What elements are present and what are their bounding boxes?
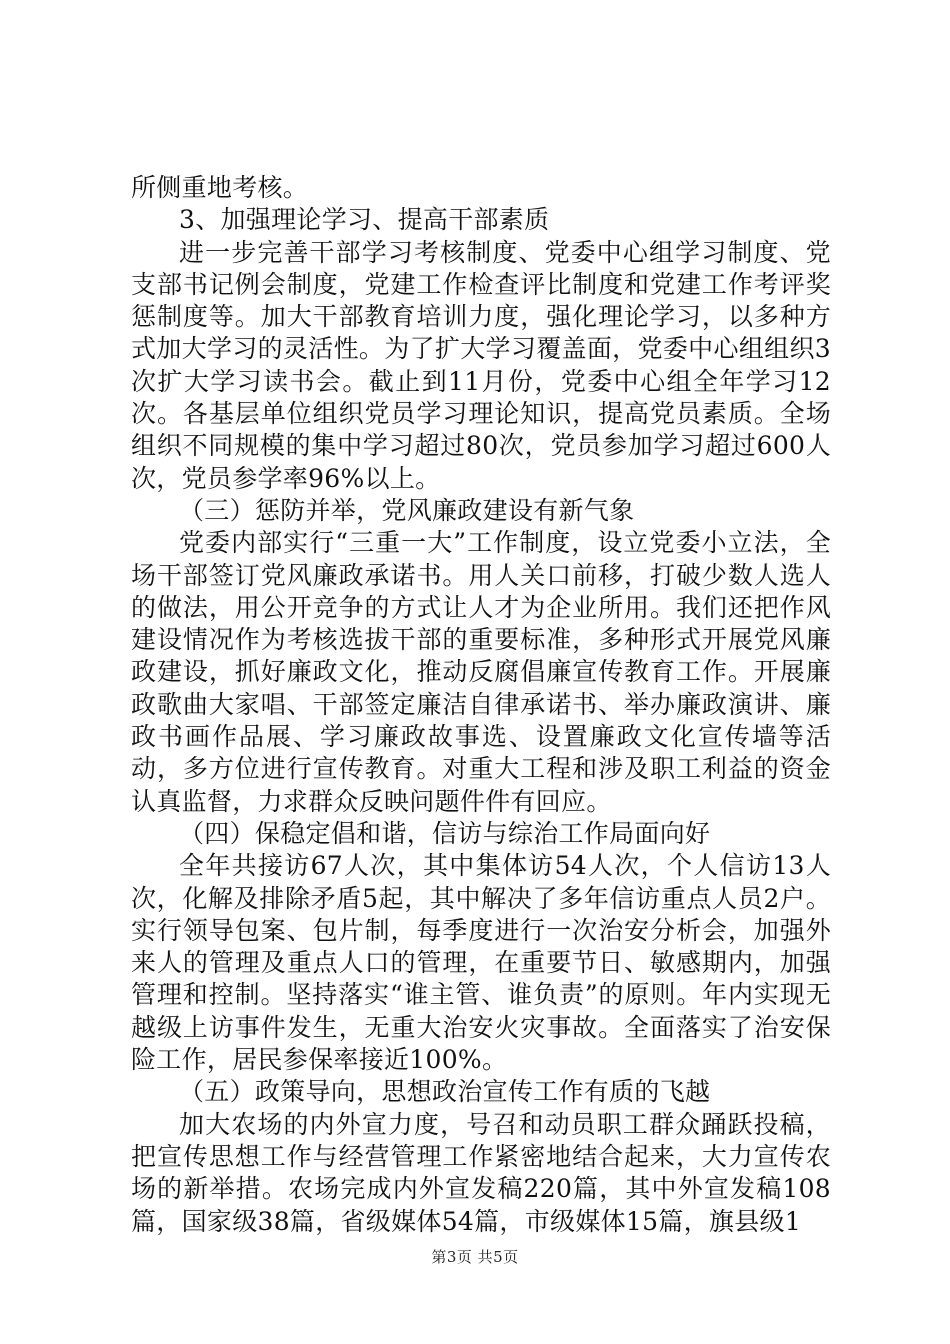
subheading-stability: （四）保稳定倡和谐，信访与综治工作局面向好: [179, 818, 711, 848]
paragraph-stability: 全年共接访67人次，其中集体访54人次，个人信访13人次，化解及排除矛盾5起，其中解决了多年信访重点人员2户。实行领导包案、包片制，每季度进行一次治安分析会，加强外来人的管理及重点人口的管理，在重要节日、敏感期内，加强管理和控制。坚持落实“谁主管、谁负责”的原则。年内实现无越级上访事件发生，无重大治安火灾事故。全面落实了治安保险工作，居民参保率接近100%。: [131, 851, 831, 1075]
document-body: [131, 172, 831, 1238]
paragraph-integrity: 党委内部实行“三重一大”工作制度，设立党委小立法，全场干部签订党风廉政承诺书。用人关口前移，打破少数人选人的做法，用公开竞争的方式让人才为企业所用。我们还把作风建设情况作为考核选拔干部的重要标准，多种形式开展党风廉政建设，抓好廉政文化，推动反腐倡廉宣传教育工作。开展廉政歌曲大家唱、干部签定廉洁自律承诺书、举办廉政演讲、廉政书画作品展、学习廉政故事选、设置廉政文化宣传墙等活动，多方位进行宣传教育。对重大工程和涉及职工利益的资金认真监督，力求群众反映问题件件有回应。: [131, 528, 831, 816]
page-number-footer: 第3页 共5页: [431, 1248, 519, 1266]
subheading-integrity: （三）惩防并举，党风廉政建设有新气象: [179, 495, 635, 525]
subheading-theory-study: 3、加强理论学习、提高干部素质: [179, 205, 550, 235]
paragraph-theory-study: 进一步完善干部学习考核制度、党委中心组学习制度、党支部书记例会制度，党建工作检查评比制度和党建工作考评奖惩制度等。加大干部教育培训力度，强化理论学习，以多种方式加大学习的灵活性。为了扩大学习覆盖面，党委中心组组织3次扩大学习读书会。截止到11月份，党委中心组全年学习12次。各基层单位组织党员学习理论知识，提高党员素质。全场组织不同规模的集中学习超过80次，党员参加学习超过600人次，党员参学率96%以上。: [131, 237, 831, 493]
paragraph-continuation: 所侧重地考核。: [131, 173, 309, 202]
paragraph-publicity: 加大农场的内外宣力度，号召和动员职工群众踊跃投稿，把宣传思想工作与经营管理工作紧密地结合起来，大力宣传农场的新举措。农场完成内外宣发稿220篇，其中外宣发稿108篇，国家级38篇，省级媒体54篇，市级媒体15篇，旗县级1: [131, 1109, 831, 1236]
subheading-publicity: （五）政策导向，思想政治宣传工作有质的飞越: [179, 1077, 711, 1107]
